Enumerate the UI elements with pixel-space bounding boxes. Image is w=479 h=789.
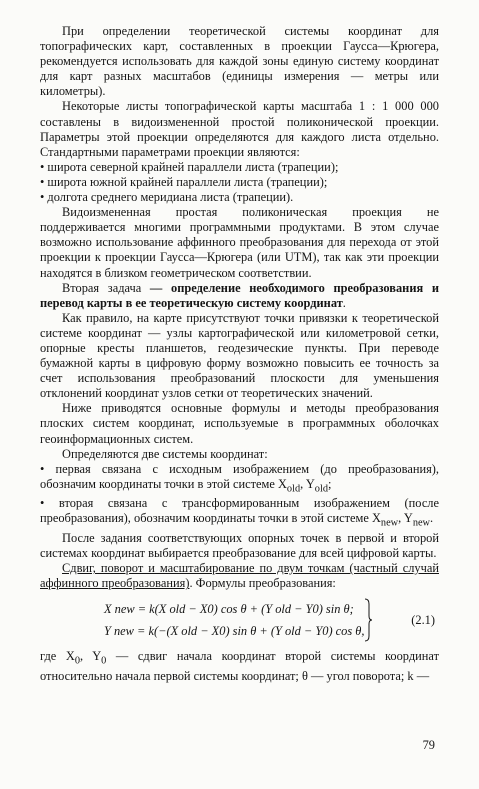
period: . [342,295,346,310]
paragraph-2: Некоторые листы топографической карты масштаба 1 : 1 000 000 составлены в видоизмененной простой поликонической проекции. Параметры этой проекции определяются для каждого листа отдельно. Стандартными параметрами проекции являются: [40,99,439,159]
method-heading: Сдвиг, поворот и масштабирование по двум точкам (частный случай аффинного преобразования) [40,561,439,591]
paragraph-7: Определяются две системы координат: [62,446,268,461]
bullet-item-3: • долгота среднего меридиана листа (трапеции). [40,190,294,205]
paragraph-3: Видоизмененная простая поликоническая проекция не поддерживается многими программными продуктами. В этом случае возможно использование аффинного преобразования для перехода от этой проекции к проекции Гаусса—Крюгера (или UTM), так как эти проекции находятся в близком геометрическом соответствии. [40,205,439,280]
right-brace-icon [364,598,372,642]
paragraph-1: При определении теоретической системы координат для топографических карт, составленных в проекции Гаусса—Крюгера, рекомендуется использовать для каждой зоны единую систему координат для карт разных масштабов (единицы измерения — метры или километры). [40,24,439,99]
page-number: 79 [422,738,435,752]
formula-line-1: X new = k(X old − X0) cos θ + (Y old − Y0) sin θ; [104,602,354,617]
bullet-item-2: • широта южной крайней параллели листа (трапеции); [40,174,328,189]
paragraph-8: После задания соответствующих опорных точек в первой и второй системах координат выбирается преобразование для всей цифровой карты. [40,531,439,561]
paragraph-9 [40,561,439,591]
equation-number: (2.1) [411,613,435,628]
formula-block [40,596,439,646]
paragraph-5: Как правило, на карте присутствуют точки привязки к теоретической системе координат — узлы картографической или километровой сетки, опорные кресты планшетов, геодезические пункты. При переводе бумажной карты в цифровую форму возможно повысить ее точность за счет использования преобразований плоскости для уменьшения отклонений координат узлов сетки от теоретических значений. [40,310,439,401]
second-task-bold: определение необходимого преобразования и перевод карты в ее теоретическую систему координат [40,280,439,310]
formula-line-2: Y new = k(−(X old − X0) sin θ + (Y old − Y0) cos θ, [104,624,365,639]
second-task-lead: Вторая задача [62,280,142,295]
bullet-item-5: • вторая связана с трансформированным изображением (после преобразования), обозначим координаты точки в этой системе $X_{new}$, $Y_{new}$. [40,496,439,529]
bullet-item-4: • первая связана с исходным изображением (до преобразования), обозначим координаты точки в этой системе $X_{old}$, $Y_{old}$; [40,461,439,495]
paragraph-6: Ниже приводятся основные формулы и методы преобразования плоских систем координат, используемые в программных оболочках геоинформационных систем. [40,401,439,446]
paragraph-10: где $X_0$, $Y_0$ — сдвиг начала координат второй системы координат относительно начала первой системы координат; θ — угол поворота; k — [40,649,439,683]
bullet-item-1: • широта северной крайней параллели листа (трапеции); [40,159,339,174]
paragraph-4 [40,281,439,311]
formula-intro: . Формулы преобразования: [189,576,336,591]
dash: — [141,280,172,295]
